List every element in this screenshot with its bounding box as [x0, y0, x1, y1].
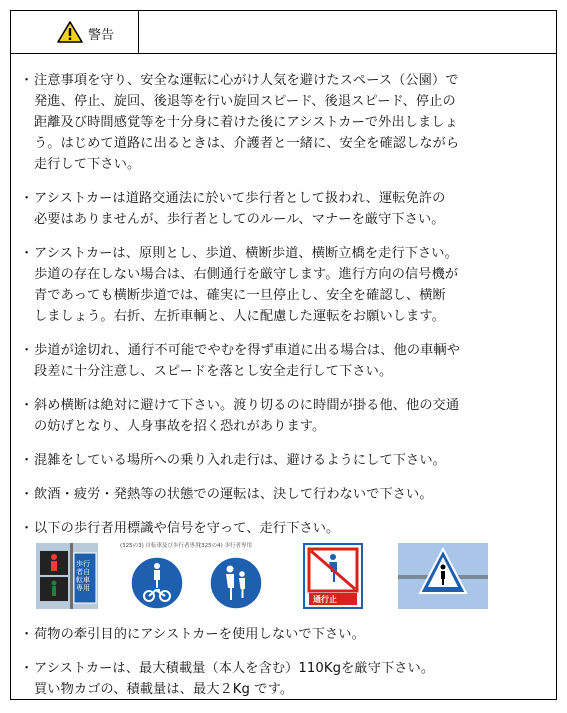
item-line: 飲酒・疲労・発熱等の状態での運転は、決して行わないで下さい。 [34, 487, 433, 502]
item-line: 段差に十分注意し、スピードを落とし安全走行して下さい。 [34, 364, 393, 379]
item-text [34, 518, 339, 539]
item-line: アシストカーは、原則とし、歩道、横断歩道、横断立橋を走行下さい。 [34, 246, 458, 261]
item-text [34, 188, 445, 230]
sign1-caption: (325の3) 自転車及び歩行者専用 [120, 543, 201, 549]
pedestrian-only-sign-icon [209, 556, 263, 610]
item-line: 距離及び時間感覚等を十分身に着けた後にアシストカーで外出しましょ [34, 115, 458, 130]
bullet-mark: ・ [20, 73, 34, 88]
item-line: 荷物の牽引目的にアシストカーを使用しないで下さい。 [34, 627, 365, 642]
notice-item-6 [20, 450, 550, 471]
notice-list-bottom [20, 624, 550, 713]
item-line: 歩道が途切れ、通行不可能でやむを得ず車道に出る場合は、他の車輌や [34, 343, 460, 358]
item-line: の妨げとなり、人身事故を招く恐れがあります。 [34, 419, 326, 434]
item-text [34, 340, 460, 382]
header-title: 警告 [88, 28, 115, 43]
item-line: 発進、停止、旋回、後退等を行い旋回スピード、後退スピード、停止の [34, 94, 456, 109]
notice-list [20, 70, 550, 552]
bullet-mark: ・ [20, 398, 34, 413]
item-line: 歩道の存在しない場合は、右側通行を厳守します。進行方向の信号機が [34, 267, 459, 282]
bullet-mark: ・ [20, 246, 34, 261]
item-line: 混雑をしている場所への乗り入れ走行は、避けるようにして下さい。 [34, 453, 446, 468]
item-line: 買い物カゴの、積載量は、最大２Kg です。 [34, 682, 294, 697]
bullet-mark: ・ [20, 627, 34, 642]
item-text [34, 243, 458, 327]
item-line: 注意事項を守り、安全な運転に心がけ人気を避けたスペース（公園）で [34, 73, 459, 88]
notice-item-8 [20, 518, 550, 539]
sign2-caption: (325の4) 歩行者専用 [199, 543, 253, 549]
no-pedestrian-label: 通行止 [313, 595, 337, 604]
warning-triangle-icon [57, 21, 83, 43]
bullet-mark: ・ [20, 521, 34, 536]
bullet-mark: ・ [20, 343, 34, 358]
item-line: 青であっても横断歩道では、確実に一旦停止し、安全を確認し、横断 [34, 288, 446, 303]
notice-item-1 [20, 70, 550, 175]
notice-item-2 [20, 188, 550, 230]
notice-item-7 [20, 484, 550, 505]
bullet-mark: ・ [20, 661, 34, 676]
item-line: う。はじめて道路に出るときは、介護者と一緒に、安全を確認しながら [34, 136, 460, 151]
item-text [34, 450, 446, 471]
header-empty-cell [138, 10, 557, 54]
item-text [34, 484, 433, 505]
item-line: アシストカーは、最大積載量（本人を含む）110Kgを厳守下さい。 [34, 661, 435, 676]
item-line: 必要はありませんが、歩行者としてのルール、マナーを厳守下さい。 [34, 212, 445, 227]
crosswalk-sign-image [398, 543, 488, 609]
notice-item-4 [20, 340, 550, 382]
signal-plate-text: 歩行者自転車専用 [76, 560, 90, 592]
bullet-mark: ・ [20, 453, 34, 468]
item-line: 以下の歩行者用標識や信号を守って、走行下さい。 [34, 521, 340, 536]
bicycle-pedestrian-sign-icon [130, 556, 184, 610]
notice-item-5 [20, 395, 550, 437]
bullet-mark: ・ [20, 487, 34, 502]
item-line: しましょう。右折、左折車輌と、人に配慮した運転をお願いします。 [34, 309, 445, 324]
item-text [34, 658, 434, 700]
notice-bottom-item-1 [20, 624, 550, 645]
bullet-mark: ・ [20, 191, 34, 206]
notice-item-3 [20, 243, 550, 327]
item-line: アシストカーは道路交通法に於いて歩行者として扱われ、運転免許の [34, 191, 446, 206]
item-line: 走行して下さい。 [34, 157, 141, 172]
item-text [34, 70, 459, 175]
item-text [34, 395, 459, 437]
item-line: 斜め横断は絶対に避けて下さい。渡り切るのに時間が掛る他、他の交通 [34, 398, 460, 413]
notice-bottom-item-2 [20, 658, 550, 700]
traffic-signs-row [36, 543, 536, 613]
item-text [34, 624, 365, 645]
